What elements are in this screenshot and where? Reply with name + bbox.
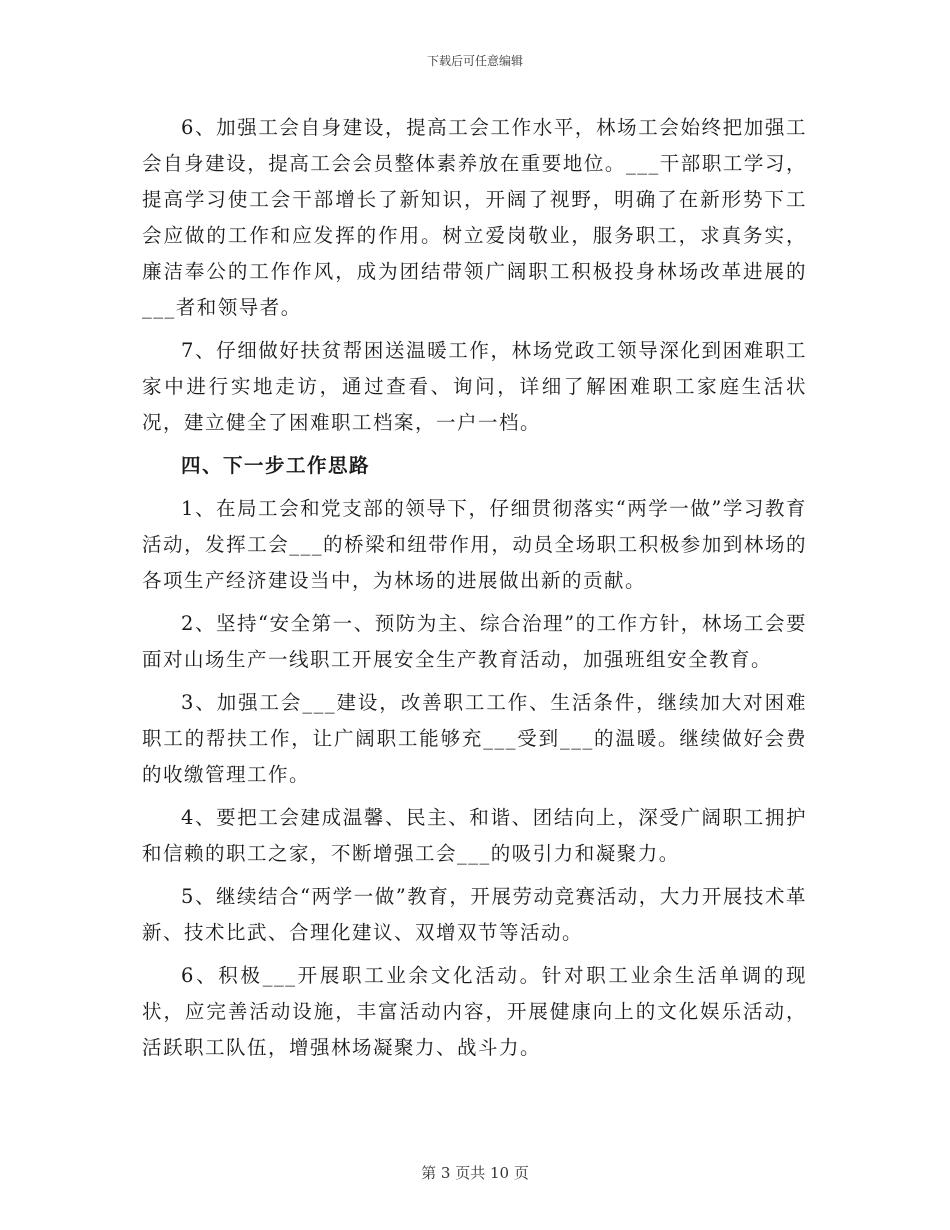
paragraph: 4、要把工会建成温馨、民主、和谐、团结向上，深受广阔职工拥护和信赖的职工之家，不断增强工会___的吸引力和凝聚力。: [142, 806, 807, 865]
paragraph: 6、积极___开展职工业余文化活动。针对职工业余生活单调的现状，应完善活动设施，丰富活动内容，开展健康向上的文化娱乐活动，活跃职工队伍，增强林场凝聚力、战斗力。: [142, 964, 807, 1059]
page-footer: 第 3 页共 10 页: [421, 1164, 529, 1182]
paragraph: 1、在局工会和党支部的领导下，仔细贯彻落实“两学一做”学习教育活动，发挥工会___的桥梁和纽带作用，动员全场职工积极参加到林场的各项生产经济建设当中，为林场的进展做出新的贡献。: [142, 497, 807, 592]
document-body: [142, 110, 807, 1073]
paragraph: 5、继续结合“两学一做”教育，开展劳动竞赛活动，大力开展技术革新、技术比武、合理化建议、双增双节等活动。: [142, 885, 807, 944]
page-header: 下载后可任意编辑: [426, 54, 523, 68]
paragraph: 3、加强工会___建设，改善职工工作、生活条件，继续加大对困难职工的帮扶工作，让广阔职工能够充___受到___的温暖。继续做好会费的收缴管理工作。: [142, 691, 807, 786]
section-heading: 四、下一步工作思路: [181, 454, 371, 477]
paragraph: 7、仔细做好扶贫帮困送温暖工作，林场党政工领导深化到困难职工家中进行实地走访，通过查看、询问，详细了解困难职工家庭生活状况，建立健全了困难职工档案，一户一档。: [142, 339, 807, 434]
paragraph: 2、坚持“安全第一、预防为主、综合治理”的工作方针，林场工会要面对山场生产一线职工开展安全生产教育活动，加强班组安全教育。: [142, 612, 807, 671]
paragraph: 6、加强工会自身建设，提高工会工作水平，林场工会始终把加强工会自身建设，提高工会会员整体素养放在重要地位。___干部职工学习，提高学习使工会干部增长了新知识，开阔了视野，明确了在新形势下工会应做的工作和应发挥的作用。树立爱岗敬业，服务职工，求真务实，廉洁奉公的工作作风，成为团结带领广阔职工积极投身林场改革进展的___者和领导者。: [142, 116, 807, 319]
